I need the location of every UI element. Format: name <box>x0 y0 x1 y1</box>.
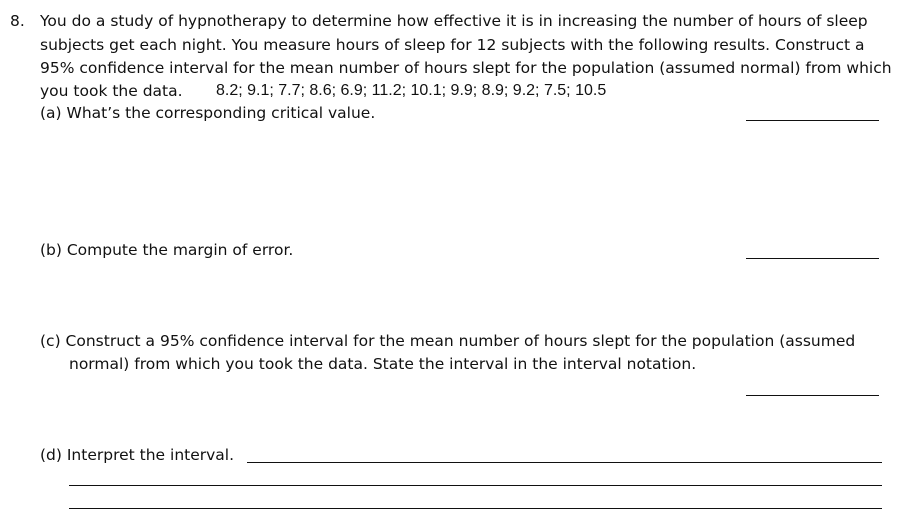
part-a-prompt: (a) What’s the corresponding critical value. <box>40 104 376 122</box>
question-text-line-1: You do a study of hypnotherapy to determine how effective it is in increasing the number of hours of sleep <box>40 12 868 30</box>
part-b-prompt: (b) Compute the margin of error. <box>40 241 294 259</box>
part-d-answer-line-1[interactable] <box>247 462 882 463</box>
question-number: 8. <box>10 12 25 30</box>
sleep-data-values: 8.2; 9.1; 7.7; 8.6; 6.9; 11.2; 10.1; 9.9; 8.9; 9.2; 7.5; 10.5 <box>216 82 607 99</box>
part-c-prompt-line-1: (c) Construct a 95% confidence interval for the mean number of hours slept for the population (assumed <box>40 332 856 350</box>
question-text-line-4: you took the data. <box>40 82 183 100</box>
part-c-answer-blank[interactable] <box>746 395 879 396</box>
question-text-line-2: subjects get each night. You measure hours of sleep for 12 subjects with the following results. Construct a <box>40 36 865 54</box>
part-d-answer-line-3[interactable] <box>69 508 882 509</box>
part-a-answer-blank[interactable] <box>746 120 879 121</box>
part-d-prompt: (d) Interpret the interval. <box>40 446 235 464</box>
part-d-answer-line-2[interactable] <box>69 485 882 486</box>
question-text-line-3: 95% confidence interval for the mean number of hours slept for the population (assumed normal) from which <box>40 59 892 77</box>
part-b-answer-blank[interactable] <box>746 258 879 259</box>
part-c-prompt-line-2: normal) from which you took the data. State the interval in the interval notation. <box>69 355 697 373</box>
